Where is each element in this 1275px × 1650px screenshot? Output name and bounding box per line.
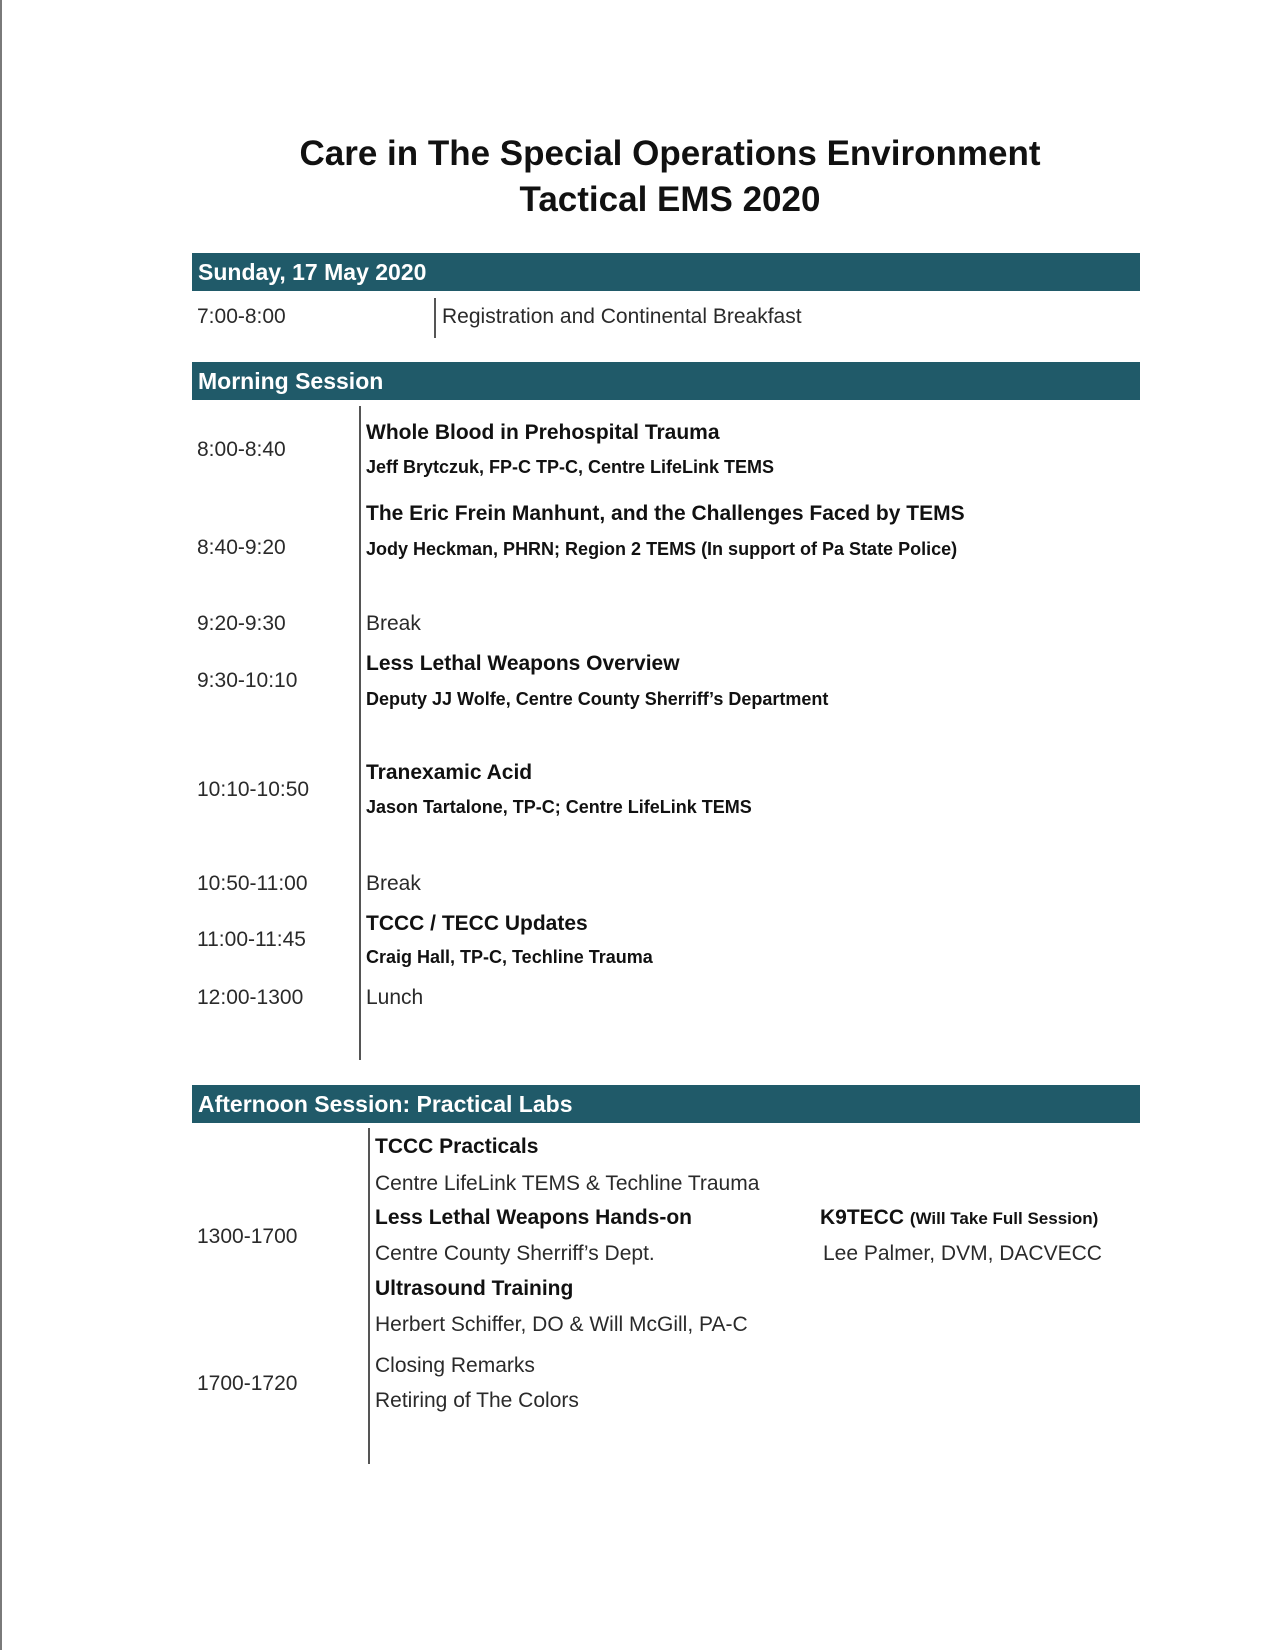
lab-provider: Centre LifeLink TEMS & Techline Trauma — [375, 1172, 760, 1195]
afternoon-time: 1300-1700 — [197, 1225, 298, 1248]
morning-time: 9:30-10:10 — [197, 669, 298, 692]
session-speaker: Deputy JJ Wolfe, Centre County Sherriff’s Department — [366, 689, 829, 709]
lab-provider: Herbert Schiffer, DO & Will McGill, PA-C — [375, 1313, 748, 1336]
morning-divider — [359, 406, 361, 1060]
morning-time: 10:10-10:50 — [197, 778, 310, 801]
session-title: Lunch — [366, 986, 424, 1009]
session-speaker: Jody Heckman, PHRN; Region 2 TEMS (In support of Pa State Police) — [366, 539, 958, 559]
closing-item: Closing Remarks — [375, 1354, 535, 1377]
session-title: The Eric Frein Manhunt, and the Challenges Faced by TEMS — [366, 502, 965, 525]
k9-note: (Will Take Full Session) — [909, 1209, 1099, 1228]
sunday-item: Registration and Continental Breakfast — [442, 305, 802, 328]
morning-time: 11:00-11:45 — [197, 928, 306, 951]
document-title: Care in The Special Operations Environment — [299, 134, 1041, 173]
lab-title: TCCC Practicals — [375, 1135, 539, 1158]
afternoon-header: Afternoon Session: Practical Labs — [192, 1085, 1140, 1123]
lab-provider: Centre County Sherriff’s Dept. — [375, 1242, 655, 1265]
k9-lab — [820, 1206, 1098, 1230]
session-title: Break — [366, 872, 421, 895]
session-title: Whole Blood in Prehospital Trauma — [366, 421, 720, 444]
lab-title: Less Lethal Weapons Hands-on — [375, 1206, 692, 1229]
lab-title: Ultrasound Training — [375, 1277, 574, 1300]
k9-provider: Lee Palmer, DVM, DACVECC — [823, 1242, 1102, 1265]
k9-title: K9TECC — [820, 1206, 905, 1229]
page-left-edge — [0, 0, 2, 1650]
afternoon-divider — [368, 1128, 370, 1464]
session-title: TCCC / TECC Updates — [366, 912, 588, 935]
session-speaker: Jeff Brytczuk, FP-C TP-C, Centre LifeLink TEMS — [366, 457, 775, 477]
morning-time: 12:00-1300 — [197, 986, 304, 1009]
sunday-divider — [434, 298, 436, 338]
sunday-time: 7:00-8:00 — [197, 305, 286, 328]
session-speaker: Craig Hall, TP-C, Techline Trauma — [366, 947, 653, 967]
morning-time: 8:00-8:40 — [197, 438, 286, 461]
morning-header: Morning Session — [192, 362, 1140, 400]
sunday-header: Sunday, 17 May 2020 — [192, 253, 1140, 291]
session-title: Less Lethal Weapons Overview — [366, 652, 680, 675]
afternoon-time: 1700-1720 — [197, 1372, 298, 1395]
session-title: Tranexamic Acid — [366, 761, 533, 784]
session-title: Break — [366, 612, 421, 635]
closing-item: Retiring of The Colors — [375, 1389, 579, 1412]
morning-time: 9:20-9:30 — [197, 612, 286, 635]
session-speaker: Jason Tartalone, TP-C; Centre LifeLink TEMS — [366, 797, 752, 817]
document-subtitle: Tactical EMS 2020 — [519, 180, 821, 219]
morning-time: 10:50-11:00 — [197, 872, 308, 895]
morning-time: 8:40-9:20 — [197, 536, 286, 559]
